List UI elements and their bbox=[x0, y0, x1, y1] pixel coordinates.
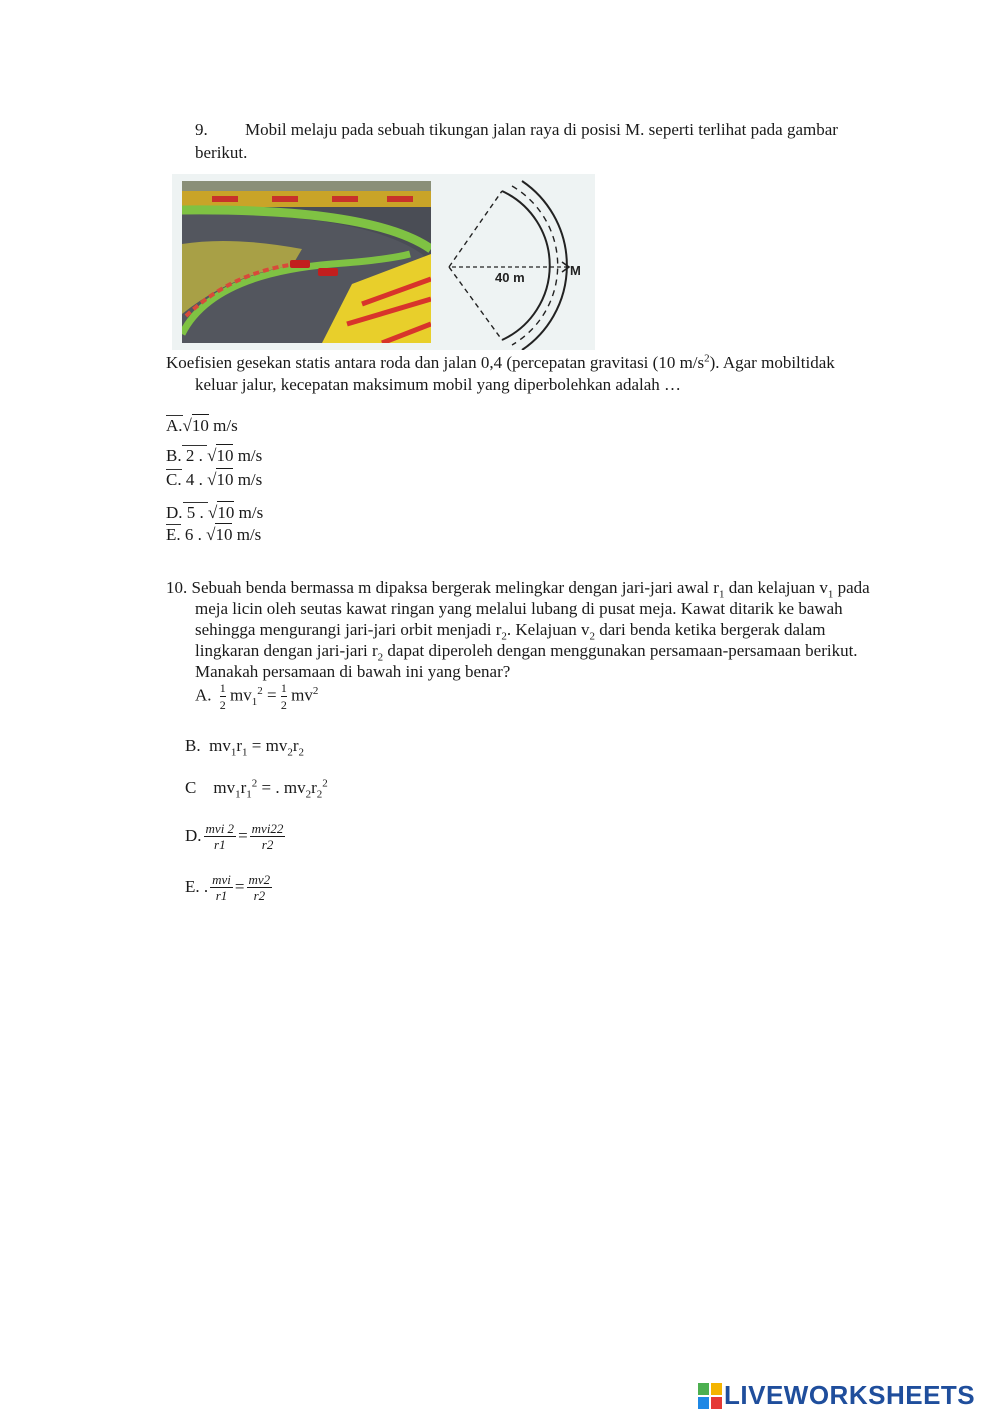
q9-option-c[interactable]: C. 4 . √10 m/s bbox=[166, 470, 263, 489]
q9-desc-line1: Koefisien gesekan statis antara roda dan jalan 0,4 (percepatan gravitasi (10 $m/s^2$). Agar mobiltidak bbox=[166, 352, 835, 372]
q9-option-a[interactable]: A.√10 m/s bbox=[166, 416, 238, 435]
q9-figure bbox=[172, 174, 595, 350]
q9-text-line1: Mobil melaju pada sebuah tikungan jalan raya di posisi M. seperti terlihat pada gambar bbox=[245, 120, 838, 139]
radius-label: 40 m bbox=[495, 270, 525, 285]
fraction-e-left: $\frac{\text{mvi}}{r1}$ bbox=[212, 871, 231, 903]
q10-option-b[interactable]: B. $mv_1r_1 = mv_2r_2$ bbox=[185, 736, 304, 759]
q9-desc-line2: keluar jalur, kecepatan maksimum mobil yang diperbolehkan adalah … bbox=[195, 375, 682, 394]
q10-line4: lingkaran dengan jari-jari $r_2$ dapat diperoleh dengan menggunakan persamaan-persamaan berikut. bbox=[195, 641, 858, 664]
half-fraction: $\frac{1}{2}$ bbox=[219, 681, 226, 712]
q10-option-d[interactable]: D. $\frac{\text{mvi 2}}{r1}$ = $\frac{\text{mvi22}}{r2}$ bbox=[185, 820, 284, 852]
q9-option-d[interactable]: D. 5 . √10 m/s bbox=[166, 503, 264, 522]
q10-line2: meja licin oleh seutas kawat ringan yang melalui lubang di pusat meja. Kawat ditarik ke bawah bbox=[195, 599, 843, 618]
q9-number: 9. bbox=[195, 120, 208, 139]
q9-option-e[interactable]: E. 6 . √10 m/s bbox=[166, 525, 262, 544]
point-m-label: M bbox=[570, 263, 581, 278]
fraction-e-right: $\frac{mv2}{r2}$ bbox=[248, 871, 271, 903]
q10-line5: Manakah persamaan di bawah ini yang benar? bbox=[195, 662, 511, 681]
curve-diagram bbox=[172, 174, 595, 350]
q10-line3: sehingga mengurangi jari-jari orbit menjadi $r_2$. Kelajuan $v_2$ dari benda ketika bergerak dalam bbox=[195, 620, 826, 643]
q9-text-line2: berikut. bbox=[195, 143, 248, 162]
q10-option-c[interactable]: C $mv_1r_1^2$ = . $mv_2r_2^2$ bbox=[185, 777, 328, 801]
logo-text: LIVEWORKSHEETS bbox=[724, 1380, 976, 1410]
q10-option-a[interactable]: A. $\frac{1}{2}$ $mv_1^2$ = $\frac{1}{2}$ $mv^2$ bbox=[195, 681, 319, 712]
fraction-d-left: $\frac{\text{mvi 2}}{r1}$ bbox=[205, 820, 235, 852]
half-fraction-2: $\frac{1}{2}$ bbox=[280, 681, 287, 712]
liveworksheets-logo[interactable] bbox=[698, 1380, 975, 1411]
q10-option-e[interactable]: E. . $\frac{\text{mvi}}{r1}$ = $\frac{mv2}{r2}$ bbox=[185, 871, 271, 903]
q10-line1: 10. Sebuah benda bermassa m dipaksa bergerak melingkar dengan jari-jari awal $r_1$ dan kelajuan $v_1$ pada bbox=[166, 578, 870, 601]
fraction-d-right: $\frac{\text{mvi22}}{r2}$ bbox=[251, 820, 284, 852]
logo-blocks-icon bbox=[698, 1383, 722, 1409]
q9-option-b[interactable]: B. 2 . √10 m/s bbox=[166, 446, 263, 465]
